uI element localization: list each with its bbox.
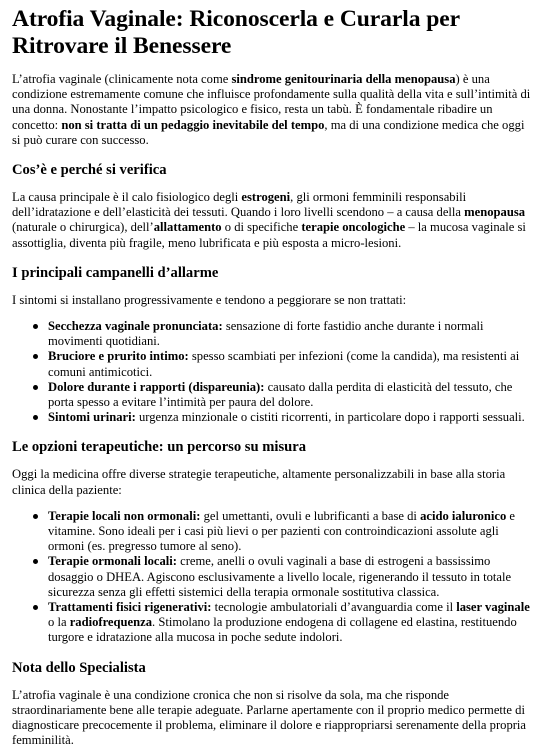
list-item-text: e vitamine. Sono ideali per i casi più lievi o per pazienti con controindicazioni assolute agli ormoni (es. pregresso tumore al seno). [48, 508, 515, 554]
causes-paragraph [12, 190, 532, 251]
section-heading-symptoms: I principali campanelli d’allarme [12, 264, 219, 281]
causes-text: o di specifiche [221, 220, 302, 235]
list-item-emphasis: laser vaginale [456, 600, 530, 615]
intro-text: ) è una condizione estremamente comune che influisce profondamente sulla qualità della vita e sull’intimità di una donna. Nonostante l’impatto psicologico e fisico, resta un tabù. È fondamentale ribadire un concetto: [12, 72, 531, 132]
causes-text: , gli ormoni femminili responsabili dell’idratazione e dell’elasticità dei tessuti. Quando i loro livelli scendono – a causa della [12, 190, 467, 220]
causes-text: – la mucosa vaginale si assottiglia, diventa più fragile, meno lubrificata e più esposta a micro-lesioni. [12, 220, 526, 250]
section-heading-causes: Cos’è e perché si verifica [12, 162, 167, 179]
list-item-term: Dolore durante i rapporti (dispareunia): [48, 379, 265, 394]
causes-emphasis: estrogeni [241, 190, 291, 205]
list-item-term: Sintomi urinari: [48, 410, 136, 425]
list-item-text: o la [48, 615, 70, 630]
intro-text: L’atrofia vaginale (clinicamente nota come [12, 72, 232, 86]
intro-emphasis: sindrome genitourinaria della menopausa [231, 72, 456, 86]
list-item [48, 600, 532, 646]
specialist-note-paragraph: L’atrofia vaginale è una condizione cronica che non si risolve da sola, ma che risponde straordinariamente bene alle terapie adeguate. Parlarne apertamente con il proprio medico permette di diagnosticare precocemente il problema, eliminare il dolore e riappropriarsi serenamente della propria femminilità. [12, 687, 527, 748]
list-item [48, 410, 532, 425]
symptoms-intro: I sintomi si installano progressivamente e tendono a peggiorare se non trattati: [12, 292, 407, 307]
list-item-text: causato dalla perdita di elasticità del tessuto, che porta spesso a evitare l’intimità per paura del dolore. [48, 379, 513, 410]
causes-text: La causa principale è il calo fisiologico degli [12, 190, 242, 205]
therapies-intro: Oggi la medicina offre diverse strategie terapeutiche, altamente personalizzabili in base alla storia clinica della paziente: [12, 467, 506, 497]
list-item-text: gel umettanti, ovuli e lubrificanti a base di [200, 508, 421, 523]
list-item-term: Secchezza vaginale pronunciata: [48, 319, 223, 334]
intro-text: , ma di una condizione medica che oggi si può curare con successo. [12, 117, 525, 147]
intro-paragraph [12, 72, 532, 148]
list-item-term: Trattamenti fisici rigenerativi: [48, 600, 212, 615]
list-item-term: Bruciore e prurito intimo: [48, 349, 189, 364]
intro-emphasis: non si tratta di un pedaggio inevitabile del tempo [61, 117, 325, 132]
page-title: Atrofia Vaginale: Riconoscerla e Curarla per Ritrovare il Benessere [12, 6, 460, 59]
list-item-text: tecnologie ambulatoriali d’avanguardia come il [211, 600, 457, 615]
causes-emphasis: terapie oncologiche [301, 220, 406, 235]
therapies-list [12, 509, 532, 646]
list-item [48, 349, 532, 379]
list-item [48, 380, 532, 410]
section-heading-therapies: Le opzioni terapeutiche: un percorso su misura [12, 439, 307, 456]
list-item-text: urgenza minzionale o cistiti ricorrenti, in particolare dopo i rapporti sessuali. [135, 410, 525, 425]
list-item [48, 554, 532, 600]
list-item-term: Terapie locali non ormonali: [48, 508, 201, 523]
list-item-emphasis: radiofrequenza [69, 615, 153, 630]
list-item [48, 509, 532, 555]
list-item-text: sensazione di forte fastidio anche durante i normali movimenti quotidiani. [48, 319, 484, 349]
symptoms-list [12, 319, 532, 425]
causes-emphasis: allattamento [153, 220, 222, 235]
list-item-text: spesso scambiati per infezioni (come la candida), ma resistenti ai comuni antimicotici. [48, 349, 520, 379]
causes-text: (naturale o chirurgica), dell’ [12, 220, 154, 235]
list-item [48, 319, 532, 349]
list-item-emphasis: acido ialuronico [420, 508, 507, 523]
list-item-term: Terapie ormonali locali: [48, 554, 177, 569]
list-item-text: . Stimolano la produzione endogena di collagene ed elastina, restituendo turgore e idratazione alla mucosa in poche sedute indolori. [48, 615, 517, 645]
section-heading-specialist-note: Nota dello Specialista [12, 659, 146, 676]
list-item-text: creme, anelli o ovuli vaginali a base di estrogeni a bassissimo dosaggio o DHEA. Agiscono esclusivamente a livello locale, rigenerando il tessuto in totale sicurezza senza gli effetti sistemici della terapia ormonale sostitutiva classica. [48, 554, 512, 599]
causes-emphasis: menopausa [464, 205, 526, 220]
